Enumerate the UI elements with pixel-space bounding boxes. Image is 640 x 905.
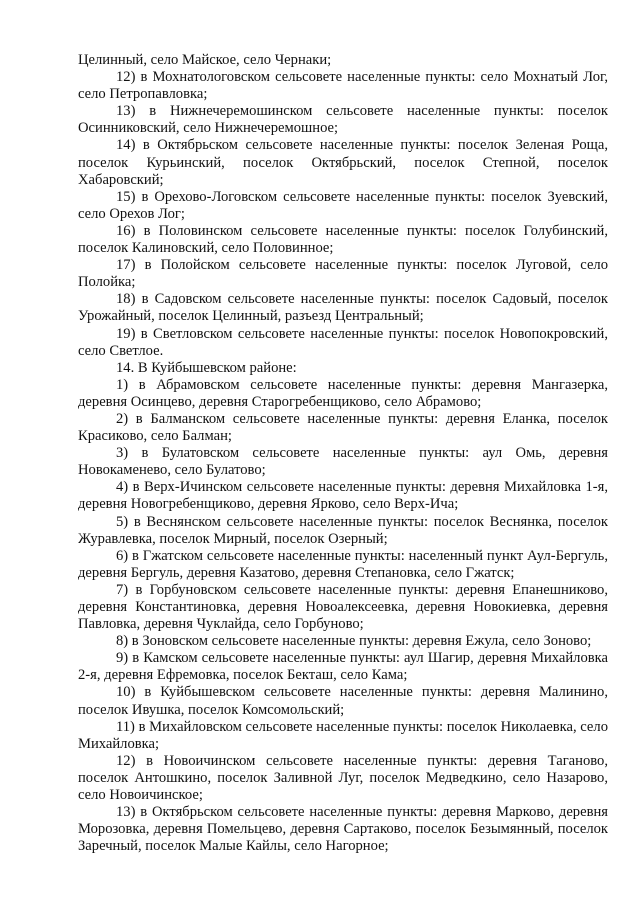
paragraph: 11) в Михайловском сельсовете населенные пункты: поселок Николаевка, село Михайловка; <box>78 718 608 752</box>
paragraph: 19) в Светловском сельсовете населенные пункты: поселок Новопокровский, село Светлое. <box>78 325 608 359</box>
paragraph: 14) в Октябрьском сельсовете населенные пункты: поселок Зеленая Роща, поселок Курьинский, поселок Октябрьский, поселок Степной, поселок Хабаровский; <box>78 137 608 188</box>
paragraph: 13) в Нижнечеремошинском сельсовете населенные пункты: поселок Осинниковский, село Нижнечеремошное; <box>78 103 608 137</box>
paragraph: Целинный, село Майское, село Чернаки; <box>78 52 332 68</box>
paragraph: 12) в Мохнатологовском сельсовете населенные пункты: село Мохнатый Лог, село Петропавловка; <box>78 69 608 103</box>
paragraph: 10) в Куйбышевском сельсовете населенные пункты: деревня Малинино, поселок Ивушка, поселок Комсомольский; <box>78 684 608 718</box>
paragraph: 15) в Орехово-Логовском сельсовете населенные пункты: поселок Зуевский, село Орехов Лог; <box>78 188 608 222</box>
paragraph: 12) в Новоичинском сельсовете населенные пункты: деревня Таганово, поселок Антошкино, поселок Заливной Луг, поселок Медведкино, село Назарово, село Новоичинское; <box>78 752 608 804</box>
paragraph: 4) в Верх-Ичинском сельсовете населенные пункты: деревня Михайловка 1-я, деревня Новогребенщиково, деревня Ярково, село Верх-Ича; <box>78 479 608 513</box>
paragraph: 8) в Зоновском сельсовете населенные пункты: деревня Ежула, село Зоново; <box>116 633 592 650</box>
paragraph: 6) в Гжатском сельсовете населенные пункты: населенный пункт Аул-Бергуль, деревня Бергуль, деревня Казатово, деревня Степановка, село Гжатск; <box>78 547 608 581</box>
paragraph: 16) в Половинском сельсовете населенные пункты: поселок Голубинский, поселок Калиновский, село Половинное; <box>78 222 608 257</box>
section-heading: 14. В Куйбышевском районе: <box>116 359 297 376</box>
paragraph: 13) в Октябрьском сельсовете населенные пункты: деревня Марково, деревня Морозовка, деревня Помельцево, деревня Сартаково, поселок Безымянный, поселок Заречный, поселок Малые Кайлы, село Нагорное; <box>78 804 608 855</box>
paragraph: 2) в Балманском сельсовете населенные пункты: деревня Еланка, поселок Красиково, село Балман; <box>78 410 608 445</box>
paragraph: 3) в Булатовском сельсовете населенные пункты: аул Омь, деревня Новокаменево, село Булатово; <box>78 445 608 479</box>
paragraph: 18) в Садовском сельсовете населенные пункты: поселок Садовый, поселок Урожайный, поселок Целинный, разъезд Центральный; <box>78 291 608 325</box>
paragraph: 7) в Горбуновском сельсовете населенные пункты: деревня Епанешниково, деревня Константиновка, деревня Новоалексеевка, деревня Новокиевка, деревня Павловка, деревня Чуклайда, село Горбуново; <box>78 581 608 633</box>
paragraph: 9) в Камском сельсовете населенные пункты: аул Шагир, деревня Михайловка 2-я, деревня Ефремовка, поселок Бекташ, село Кама; <box>78 650 608 684</box>
paragraph: 17) в Полойском сельсовете населенные пункты: поселок Луговой, село Полойка; <box>78 257 608 291</box>
paragraph: 1) в Абрамовском сельсовете населенные пункты: деревня Мангазерка, деревня Осинцево, деревня Старогребенщиково, село Абрамово; <box>78 376 608 410</box>
paragraph: 5) в Веснянском сельсовете населенные пункты: поселок Веснянка, поселок Журавлевка, поселок Мирный, поселок Озерный; <box>78 513 608 547</box>
document-text <box>78 52 608 855</box>
